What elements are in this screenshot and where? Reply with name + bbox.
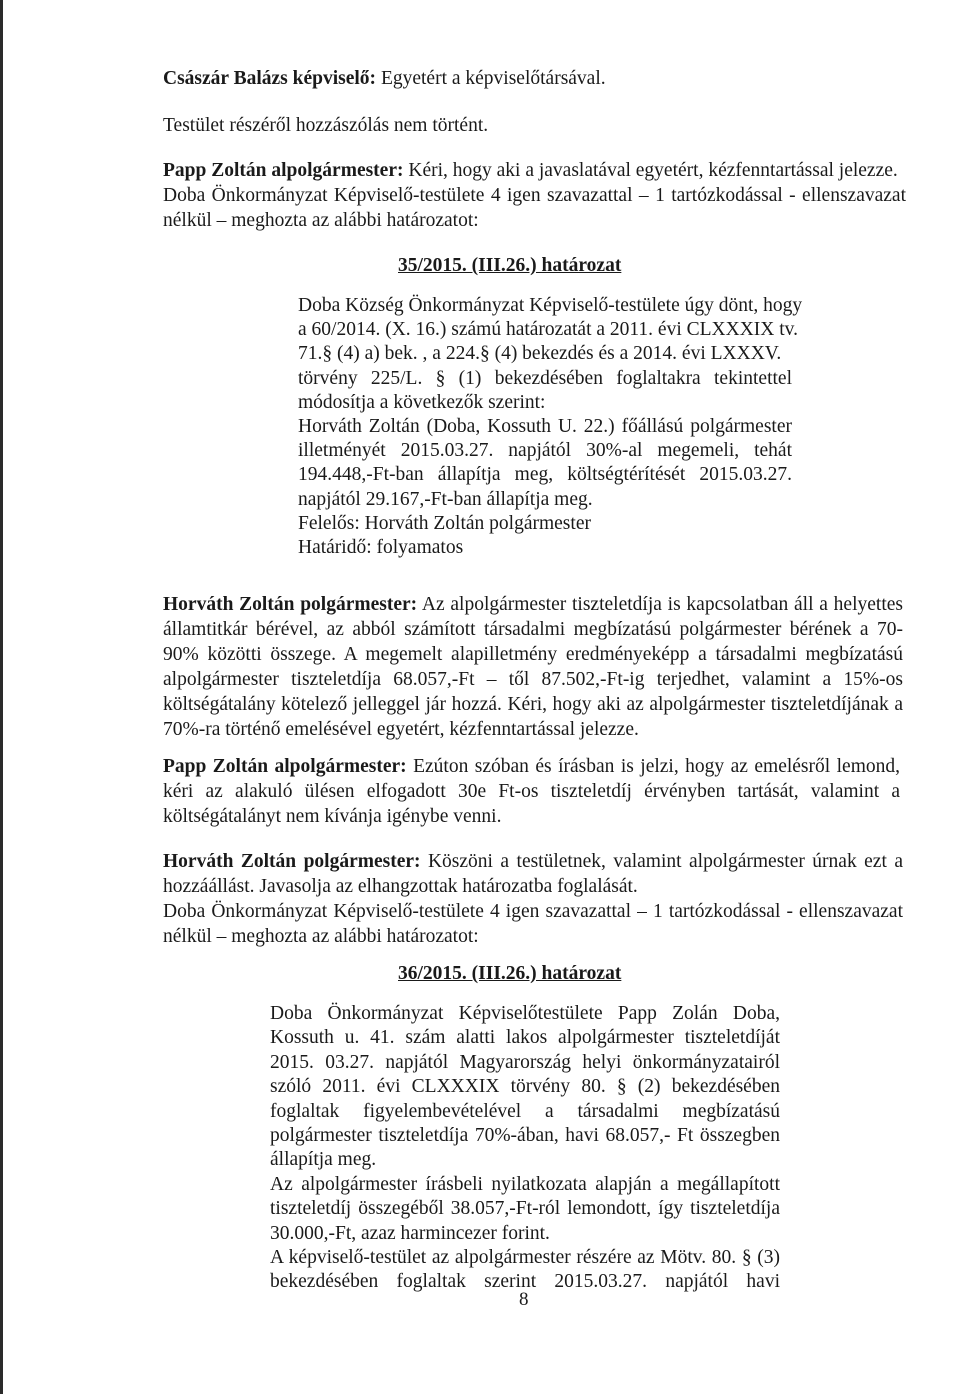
speaker-name: Papp Zoltán alpolgármester: [163,160,404,181]
page-number: 8 [519,1289,529,1310]
resolution-body-35: Doba Község Önkormányzat Képviselő-testülete úgy dönt, hogy a 60/2014. (X. 16.) számú határozatát a 2011. évi CLXXXIX tv. 71.§ (4) a) bek. , a 224.§ (4) bekezdés és a 2014. évi LXXXV. törvény 225/L. § (1) bekezdésében foglaltakra tekintettel módosítja a következők szerint: Horváth Zoltán (Doba, Kossuth U. 22.) főállású polgármester illetményét 2015.03.27. napjától 30%-al megemeli, tehát 194.448,-Ft-ban állapítja meg, költségtérítését 2015.03.27. napjától 29.167,-Ft-ban állapítja meg. Felelős: Horváth Zoltán polgármester Határidő: folyamatos [298,295,803,559]
speaker-name: Császár Balázs képviselő: [163,68,377,89]
resolution-title-35: 35/2015. (III.26.) határozat [398,255,622,276]
paragraph-papp-waiver: Papp Zoltán alpolgármester: Ezúton szóban és írásban is jelzi, hogy az emelésről lemond, kéri az alakuló ülésen elfogadott 30e Ft-os tiszteletdíj érvényben tartását, valamint a költségátalányt nem kívánja igénybe venni. [163,756,901,827]
speaker-name: Papp Zoltán alpolgármester: [163,756,407,777]
paragraph-no-comment: Testület részéről hozzászólás nem történt. [163,115,489,136]
paragraph-papp-vote-call: Papp Zoltán alpolgármester: Kéri, hogy aki a javaslatával egyetért, kézfenntartással jelezze. Doba Önkormányzat Képviselő-testülete 4 igen szavazattal – 1 tartózkodással - ellenszavazat nélkül – meghozta az alábbi határozatot: [163,160,906,231]
resolution-body-36: Doba Önkormányzat Képviselőtestülete Papp Zolán Doba, Kossuth u. 41. szám alatti lakos alpolgármester tiszteletdíját 2015. 03.27. napjától Magyarország helyi önkormányzatairól szóló 2011. évi CLXXXIX törvény 80. § (2) bekezdésében foglaltak figyelembevételével a társadalmi megbízatású polgármester tiszteletdíja 70%-ában, havi 68.057,- Ft összegben állapítja meg. Az alpolgármester írásbeli nyilatkozata alapján a megállapított tiszteletdíj összegéből 38.057,-Ft-ról lemondott, így tiszteletdíja 30.000,-Ft, azaz harmincezer forint. A képviselő-testület az alpolgármester részére az Mötv. 80. § (3) bekezdésében foglaltak szerint 2015.03.27. napjától havi [270,1003,780,1293]
speaker-name: Horváth Zoltán polgármester: [163,851,421,872]
resolution-title-36: 36/2015. (III.26.) határozat [398,963,622,984]
paragraph-horvath-salary: Horváth Zoltán polgármester: Az alpolgármester tiszteletdíja is kapcsolatban áll a helyettes államtitkár bérével, az abból számított társadalmi megbízatású polgármester bérének a 70- 90% közötti összege. A megemelt alapilletmény eredményeképp a társadalmi megbízatású alpolgármester tiszteletdíja 68.057,-Ft – től 87.502,-Ft-ig terjedhet, valamint a 15%-os költségátalány kötelező jelleggel jár hozzá. Kéri, hogy aki az alpolgármester tiszteletdíjának a 70%-ra történő emelésével egyetért, kézfenntartással jelezze. [163,594,903,740]
speaker-name: Horváth Zoltán polgármester: [163,594,418,615]
paragraph-csaszar: Császár Balázs képviselő: Egyetért a képviselőtársával. [163,68,606,89]
paragraph-horvath-thanks: Horváth Zoltán polgármester: Köszöni a testületnek, valamint alpolgármester úrnak ezt a hozzáállást. Javasolja az elhangzottak határozatba foglalását. Doba Önkormányzat Képviselő-testülete 4 igen szavazattal – 1 tartózkodással - ellenszavazat nélkül – meghozta az alábbi határozatot: [163,851,903,947]
